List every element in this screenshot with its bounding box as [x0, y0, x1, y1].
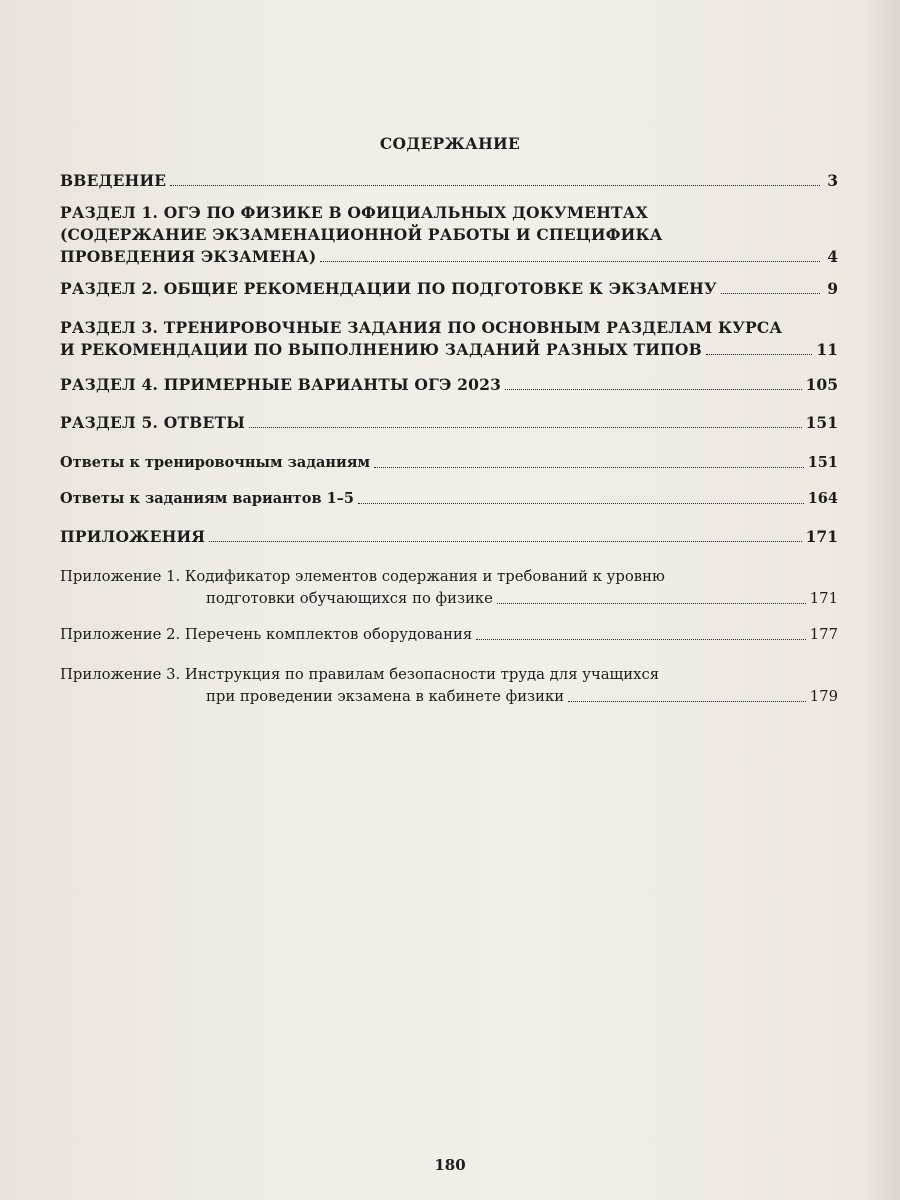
dot-leader [374, 467, 804, 468]
toc-entry-page: 3 [827, 171, 838, 190]
toc-entry-section-1[interactable] [60, 202, 838, 268]
toc-entry-label: при проведении экзамена в кабинете физики [206, 688, 565, 705]
toc-entry-label: РАЗДЕЛ 4. ПРИМЕРНЫЕ ВАРИАНТЫ ОГЭ 2023 [60, 375, 502, 394]
toc-entry-page: 11 [816, 340, 838, 359]
toc-entry-label: ВВЕДЕНИЕ [60, 171, 167, 190]
toc-entry-page: 164 [807, 490, 838, 507]
toc-entry-label: РАЗДЕЛ 1. ОГЭ ПО ФИЗИКЕ В ОФИЦИАЛЬНЫХ ДОКУМЕНТАХ [60, 203, 648, 222]
dot-leader [249, 427, 802, 428]
dot-leader [721, 293, 820, 294]
dot-leader [476, 639, 806, 640]
toc-entry-page: 177 [809, 626, 838, 643]
dot-leader [209, 541, 801, 542]
dot-leader [170, 185, 820, 186]
dot-leader [568, 701, 806, 702]
toc-entry-training-answers[interactable] [60, 452, 838, 474]
toc-entry-label: подготовки обучающихся по физике [206, 590, 493, 607]
toc-entry-appendix-1[interactable] [60, 566, 838, 610]
toc-entry-variant-answers[interactable] [60, 488, 838, 510]
toc-entry-section-4[interactable] [60, 374, 838, 396]
toc-entry-appendix-3[interactable] [60, 664, 838, 708]
toc-entry-appendices[interactable] [60, 526, 838, 548]
toc-entry-page: 151 [805, 413, 838, 432]
toc-entry-label: РАЗДЕЛ 3. ТРЕНИРОВОЧНЫЕ ЗАДАНИЯ ПО ОСНОВНЫМ РАЗДЕЛАМ КУРСА [60, 318, 783, 337]
toc-entry-label: Приложение 1. Кодификатор элементов содержания и требований к уровню [60, 568, 665, 585]
toc-entry-label: И РЕКОМЕНДАЦИИ ПО ВЫПОЛНЕНИЮ ЗАДАНИЙ РАЗНЫХ ТИПОВ [60, 340, 702, 359]
toc-entry-label: РАЗДЕЛ 2. ОБЩИЕ РЕКОМЕНДАЦИИ ПО ПОДГОТОВКЕ К ЭКЗАМЕНУ [60, 279, 717, 298]
dot-leader [497, 603, 806, 604]
toc-entry-appendix-2[interactable] [60, 624, 838, 646]
dot-leader [358, 503, 804, 504]
toc-entry-page: 105 [805, 375, 838, 394]
toc-entry-label: Ответы к заданиям вариантов 1–5 [60, 490, 355, 507]
toc-entry-label: Ответы к тренировочным заданиям [60, 454, 371, 471]
page-edge-shadow [862, 0, 900, 1200]
dot-leader [320, 261, 820, 262]
page-number: 180 [434, 1156, 466, 1174]
toc-entry-label: Приложение 2. Перечень комплектов оборудования [60, 626, 473, 643]
dot-leader [505, 389, 802, 390]
toc-entry-label: ПРИЛОЖЕНИЯ [60, 527, 206, 546]
toc-entry-introduction[interactable] [60, 170, 838, 192]
page-title: СОДЕРЖАНИЕ [379, 134, 521, 153]
dot-leader [706, 354, 813, 355]
toc-entry-section-5[interactable] [60, 412, 838, 434]
toc-entry-page: 4 [827, 247, 838, 266]
toc-entry-label: Приложение 3. Инструкция по правилам безопасности труда для учащихся [60, 666, 660, 683]
toc-entry-page: 9 [827, 279, 838, 298]
toc-entry-page: 179 [809, 688, 838, 705]
toc-entry-label: (СОДЕРЖАНИЕ ЭКЗАМЕНАЦИОННОЙ РАБОТЫ И СПЕЦИФИКА [60, 225, 663, 244]
toc-entry-section-3[interactable] [60, 317, 838, 361]
toc-entry-page: 151 [807, 454, 838, 471]
toc-entry-label: ПРОВЕДЕНИЯ ЭКЗАМЕНА) [60, 247, 317, 266]
toc-entry-page: 171 [809, 590, 838, 607]
toc-entry-page: 171 [805, 527, 838, 546]
toc-entry-label: РАЗДЕЛ 5. ОТВЕТЫ [60, 413, 246, 432]
toc-entry-section-2[interactable] [60, 278, 838, 300]
